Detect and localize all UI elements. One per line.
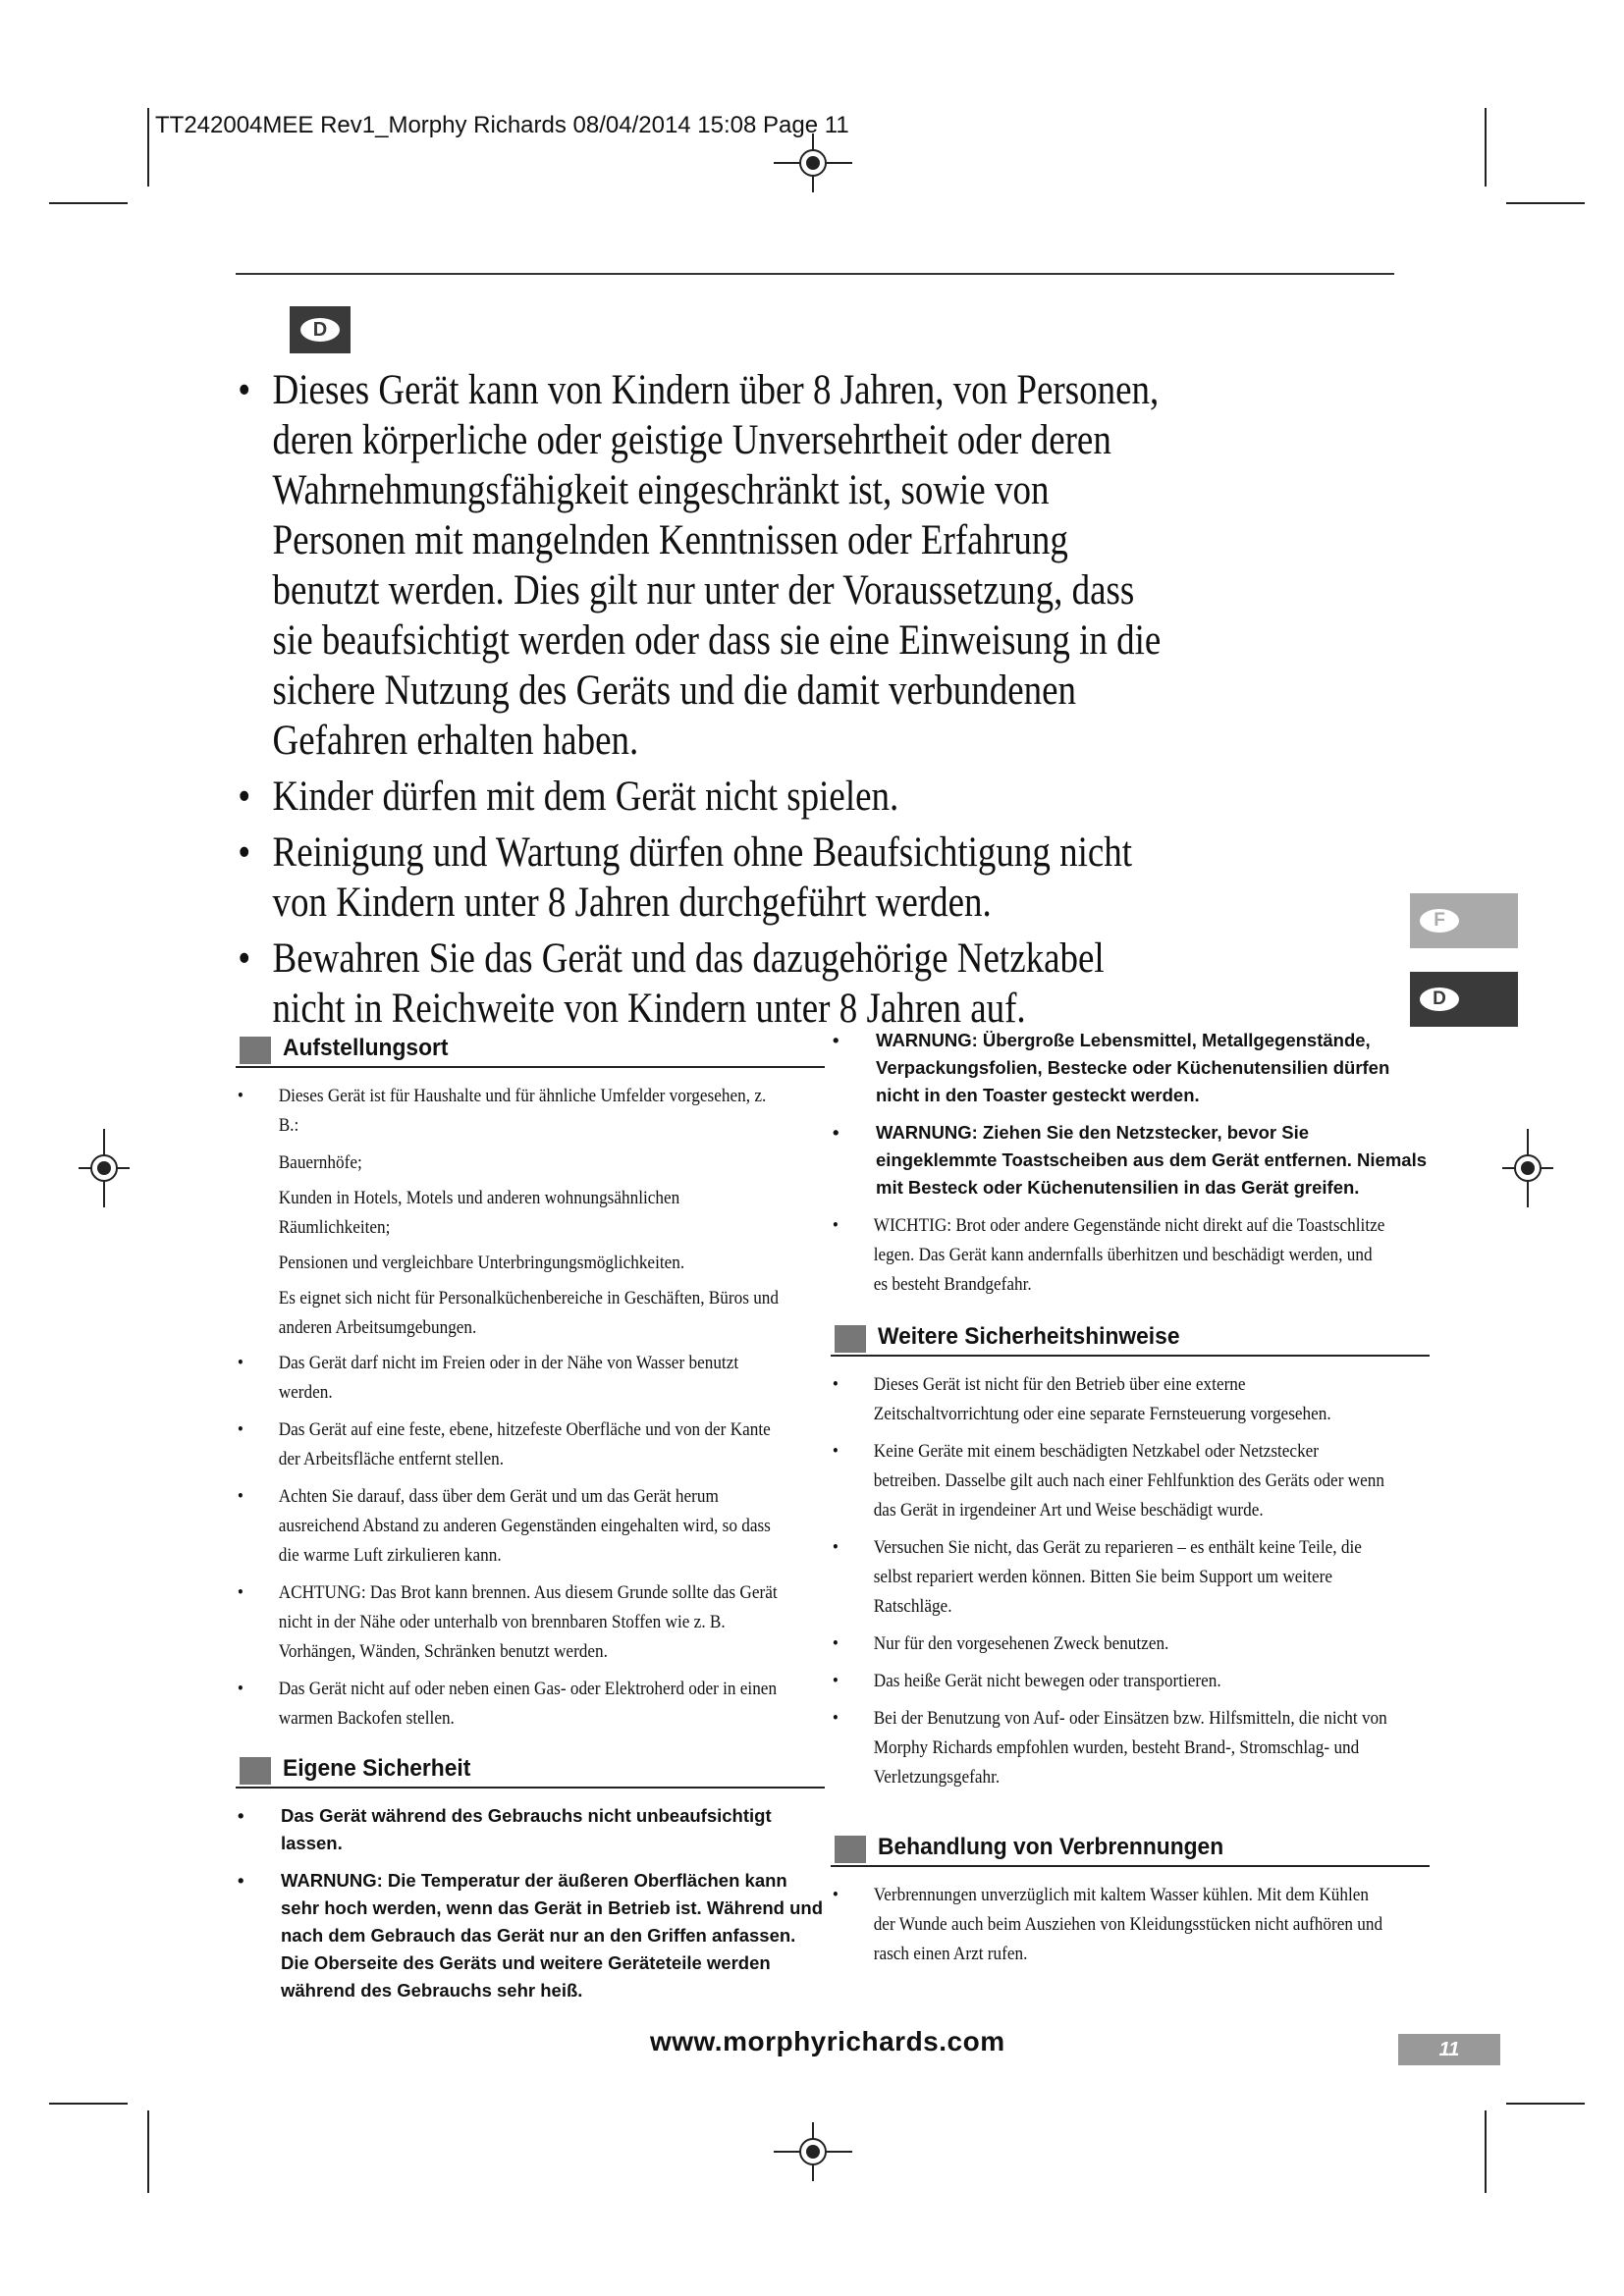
intro-bullet: • Dieses Gerät kann von Kindern über 8 Jahren, von Personen, deren körperliche oder geistige Unversehrtheit oder deren Wahrnehmungsfähigkeit eingeschränkt ist, sowie von Personen mit mangelnden Kenntnissen oder Erfahrung benutzt werden. Dies gilt nur unter der Voraussetzung, dass sie beaufsichtigt werden oder dass sie eine Einweisung in die sichere Nutzung des Geräts und die damit verbundenen Gefahren erhalten haben.: [234, 365, 1163, 766]
list-item: • WARNUNG: Übergroße Lebensmittel, Metallgegenstände, Verpackungsfolien, Bestecke oder Küchenutensilien dürfen nicht in den Toaster gesteckt werden.: [831, 1027, 1430, 1109]
weitere-body: [831, 1370, 1387, 1792]
list-item: • Das Gerät darf nicht im Freien oder in der Nähe von Wasser benutzt werden.: [236, 1349, 784, 1408]
registration-mark-right: [1502, 1129, 1553, 1207]
section-heading-eigene-sicherheit: [236, 1753, 825, 1789]
list-subitem: Bauernhöfe;: [278, 1153, 362, 1173]
side-tab-f: [1410, 893, 1518, 948]
list-subitem: Kunden in Hotels, Motels und anderen wohnungsähnlichen Räumlichkeiten;: [278, 1189, 680, 1238]
list-subitem: Pensionen und vergleichbare Unterbringungsmöglichkeiten.: [278, 1254, 685, 1273]
language-badge-label: D: [300, 318, 340, 342]
footer-url[interactable]: www.morphyrichards.com: [650, 2026, 1005, 2056]
eigene-sicherheit-body: [236, 1802, 825, 2004]
crop-mark: [49, 2103, 128, 2105]
right-column-verbrennungen: [831, 1832, 1430, 1977]
crop-mark: [147, 108, 149, 187]
crop-mark: [49, 202, 128, 204]
list-item: • Achten Sie darauf, dass über dem Gerät und um das Gerät herum ausreichend Abstand zu anderen Gegenständen eingehalten wird, so dass die warme Luft zirkulieren kann.: [236, 1482, 784, 1571]
list-item: • ACHTUNG: Das Brot kann brennen. Aus diesem Grunde sollte das Gerät nicht in der Nähe oder unterhalb von brennbaren Stoffen wie z. B. Vorhängen, Wänden, Schränken benutzt werden.: [236, 1578, 784, 1667]
section-heading-aufstellungsort: [236, 1033, 825, 1068]
list-item: • Dieses Gerät ist für Haushalte und für ähnliche Umfelder vorgesehen, z. B.:: [236, 1082, 784, 1141]
section-heading-text: Behandlung von Verbrennungen: [878, 1834, 1224, 1860]
print-slug: TT242004MEE Rev1_Morphy Richards 08/04/2014 15:08 Page 11: [155, 112, 849, 138]
list-subitem: Es eignet sich nicht für Personalküchenbereiche in Geschäften, Büros und anderen Arbeitsumgebungen.: [278, 1289, 780, 1338]
aufstellungsort-body: [236, 1082, 784, 1734]
left-column-lower: [236, 1753, 825, 2014]
section-heading-text: Aufstellungsort: [283, 1035, 449, 1061]
intro-bullet: • Bewahren Sie das Gerät und das dazugehörige Netzkabel nicht in Reichweite von Kindern unter 8 Jahren auf.: [234, 934, 1163, 1034]
right-column: [831, 1027, 1430, 1308]
list-item: • WARNUNG: Ziehen Sie den Netzstecker, bevor Sie eingeklemmte Toastscheiben aus dem Gerät entfernen. Niemals mit Besteck oder Küchenutensilien in das Gerät greifen.: [831, 1119, 1430, 1201]
list-item: • Nur für den vorgesehenen Zweck benutzen.: [831, 1629, 1387, 1659]
list-item: • Verbrennungen unverzüglich mit kaltem Wasser kühlen. Mit dem Kühlen der Wunde auch beim Ausziehen von Kleidungsstücken nicht aufhören und rasch einen Arzt rufen.: [831, 1881, 1387, 1969]
registration-mark-top: [774, 133, 852, 192]
list-item: • Das Gerät während des Gebrauchs nicht unbeaufsichtigt lassen.: [236, 1802, 825, 1857]
crop-mark: [1506, 202, 1585, 204]
heading-square: [240, 1757, 271, 1785]
intro-bullet: • Kinder dürfen mit dem Gerät nicht spielen.: [234, 772, 1163, 822]
left-column: [236, 1033, 825, 1741]
crop-mark: [147, 2110, 149, 2193]
section-heading-weitere: [831, 1321, 1430, 1357]
registration-mark-left: [79, 1129, 130, 1207]
warnings-body: [831, 1027, 1430, 1201]
list-item: • Keine Geräte mit einem beschädigten Netzkabel oder Netzstecker betreiben. Dasselbe gilt auch nach einer Fehlfunktion des Geräts oder wenn das Gerät in irgendeiner Art und Weise beschädigt wurde.: [831, 1437, 1387, 1525]
list-item: • Das Gerät auf eine feste, ebene, hitzefeste Oberfläche und von der Kante der Arbeitsfläche entfernt stellen.: [236, 1415, 784, 1474]
side-tab-label: F: [1420, 909, 1459, 933]
verbrennungen-body: [831, 1881, 1387, 1969]
page-number: 11: [1398, 2034, 1500, 2065]
section-heading-verbrennungen: [831, 1832, 1430, 1867]
list-item: • Dieses Gerät ist nicht für den Betrieb über eine externe Zeitschaltvorrichtung oder eine separate Fernsteuerung vorgesehen.: [831, 1370, 1387, 1429]
list-item: • Das heiße Gerät nicht bewegen oder transportieren.: [831, 1667, 1387, 1696]
heading-square: [240, 1037, 271, 1064]
section-heading-text: Eigene Sicherheit: [283, 1755, 471, 1782]
crop-mark: [1485, 2110, 1487, 2193]
section-heading-text: Weitere Sicherheitshinweise: [878, 1323, 1180, 1350]
registration-mark-bottom: [774, 2122, 852, 2181]
crop-mark: [1506, 2103, 1585, 2105]
heading-square: [835, 1325, 866, 1353]
intro-bullets: [234, 365, 1163, 1040]
side-tab-label: D: [1420, 988, 1459, 1011]
list-item: • Bei der Benutzung von Auf- oder Einsätzen bzw. Hilfsmitteln, die nicht von Morphy Richards empfohlen wurden, besteht Brand-, Stromschlag- und Verletzungsgefahr.: [831, 1704, 1387, 1792]
right-column-weitere: [831, 1321, 1430, 1800]
crop-mark: [1485, 108, 1487, 187]
top-rule: [236, 273, 1394, 275]
heading-square: [835, 1836, 866, 1863]
list-item: • Versuchen Sie nicht, das Gerät zu reparieren – es enthält keine Teile, die selbst repariert werden können. Bitten Sie beim Support um weitere Ratschläge.: [831, 1533, 1387, 1622]
side-tab-d: [1410, 972, 1518, 1027]
list-item: • WARNUNG: Die Temperatur der äußeren Oberflächen kann sehr hoch werden, wenn das Gerät in Betrieb ist. Während und nach dem Gebrauch das Gerät nur an den Griffen anfassen. Die Oberseite des Geräts und weitere Geräteteile werden während des Gebrauchs sehr heiß.: [236, 1867, 825, 2004]
language-badge: [290, 306, 351, 353]
list-item: • Das Gerät nicht auf oder neben einen Gas- oder Elektroherd oder in einen warmen Backofen stellen.: [236, 1675, 784, 1734]
list-item: • WICHTIG: Brot oder andere Gegenstände nicht direkt auf die Toastschlitze legen. Das Gerät kann andernfalls überhitzen und beschädigt werden, und es besteht Brandgefahr.: [831, 1211, 1387, 1300]
important-note: [831, 1211, 1387, 1300]
intro-bullet: • Reinigung und Wartung dürfen ohne Beaufsichtigung nicht von Kindern unter 8 Jahren durchgeführt werden.: [234, 828, 1163, 928]
